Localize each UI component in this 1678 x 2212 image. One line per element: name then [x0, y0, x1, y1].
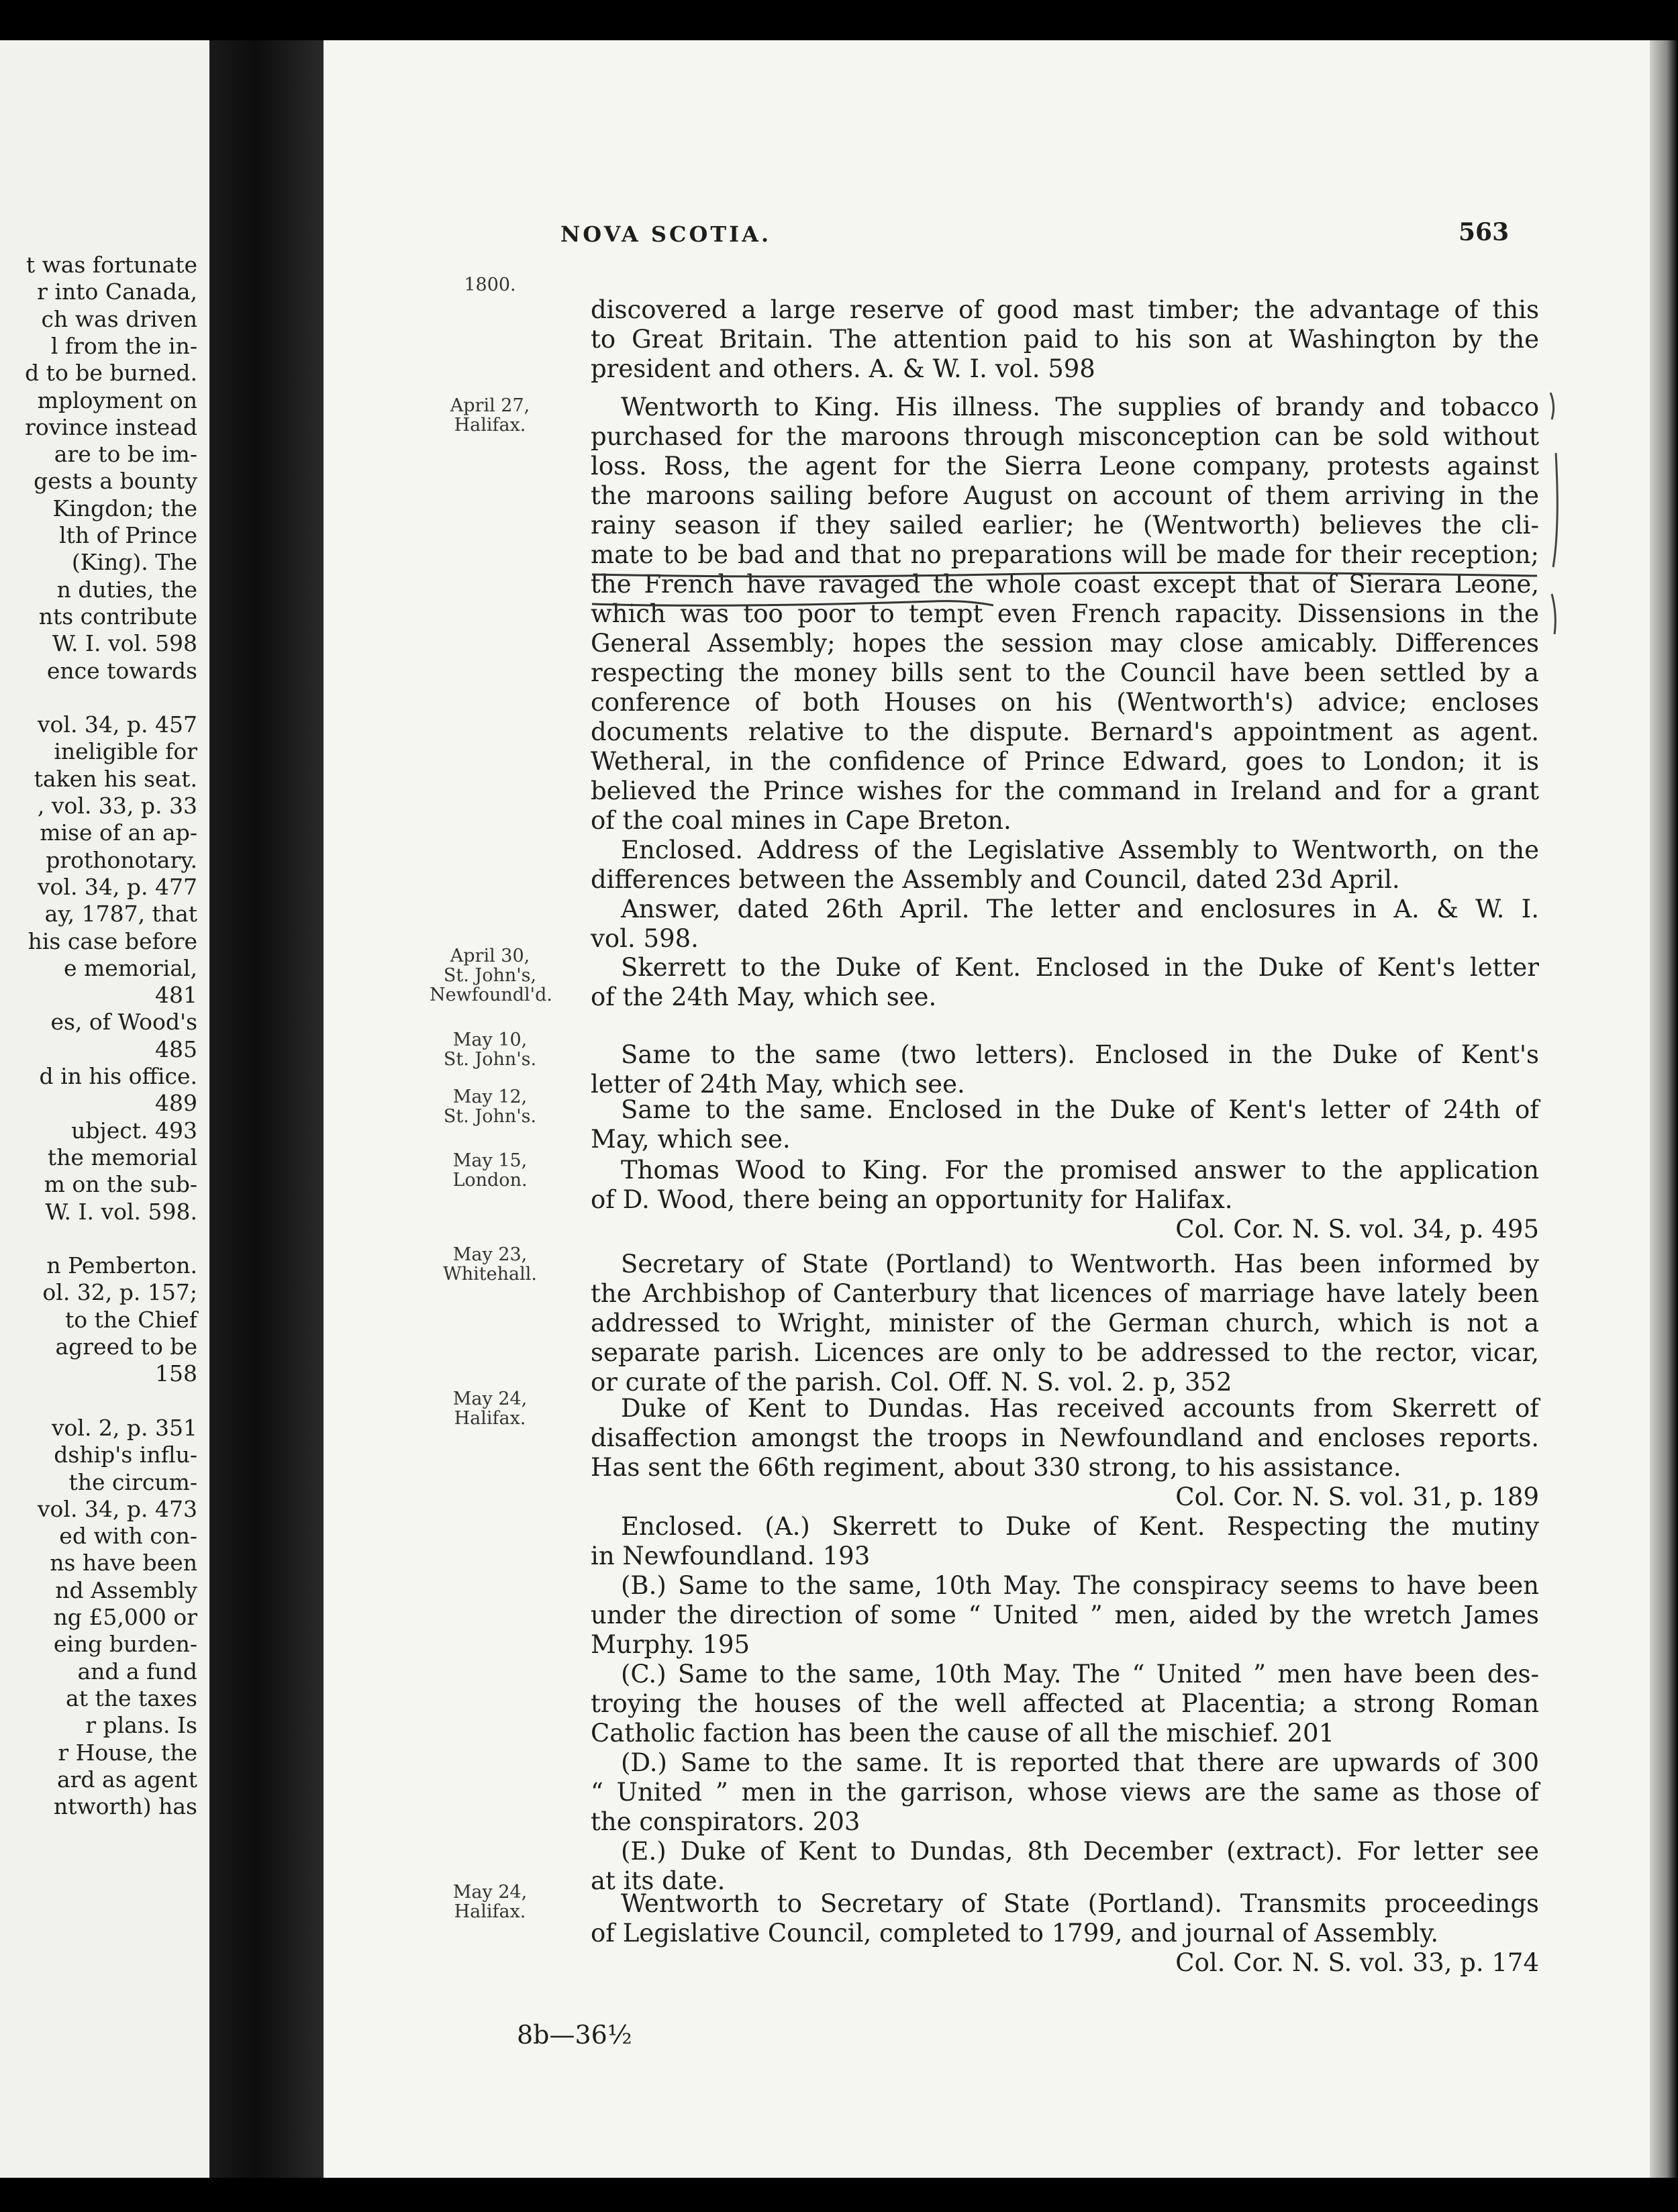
body-line: which was too poor to tempt even French rapacity. Dissensions in the: [591, 599, 1539, 628]
facing-page-line: and a fund: [77, 1658, 197, 1685]
body-line: at its date.: [591, 1866, 726, 1895]
body-line: the conspirators. 203: [591, 1807, 860, 1836]
margin-note-line: April 30,: [450, 946, 530, 966]
margin-note-line: St. John's.: [443, 1049, 537, 1070]
margin-note-may24b: [430, 1882, 550, 1921]
facing-page-line: eing burden-: [53, 1631, 197, 1658]
facing-page-line: prothonotary.: [46, 846, 197, 873]
margin-note-line: Halifax.: [454, 1901, 526, 1922]
body-line: of D. Wood, there being an opportunity for Halifax.: [591, 1185, 1233, 1214]
body-line: conference of both Houses on his (Wentworth's) advice; encloses: [591, 688, 1539, 717]
page-number: 563: [1459, 218, 1510, 246]
facing-page-line: lth of Prince: [59, 522, 197, 548]
facing-page-line: are to be im-: [54, 441, 197, 468]
facing-page-line: ay, 1787, that: [44, 901, 197, 927]
facing-page-line: 481: [155, 982, 197, 1009]
facing-page-line: m on the sub-: [44, 1171, 197, 1198]
facing-page-line: ineligible for: [54, 738, 197, 765]
body-line: (D.) Same to the same. It is reported that there are upwards of 300: [621, 1748, 1539, 1777]
facing-page-line: n Pemberton.: [46, 1252, 197, 1279]
facing-page-line: ed with con-: [59, 1523, 197, 1550]
running-head: NOVA SCOTIA.: [560, 221, 772, 247]
body-line: Col. Cor. N. S. vol. 33, p. 174: [1175, 1948, 1539, 1977]
body-line: Same to the same. Enclosed in the Duke of Kent's letter of 24th of: [621, 1095, 1539, 1124]
facing-page-line: ns have been: [50, 1550, 197, 1576]
facing-page-line: W. I. vol. 598.: [45, 1198, 197, 1225]
body-line: Wentworth to King. His illness. The supplies of brandy and tobacco: [621, 393, 1539, 421]
facing-page-line: vol. 2, p. 351: [51, 1414, 197, 1441]
margin-note-may24a: [430, 1389, 550, 1428]
margin-note-line: Halifax.: [454, 415, 526, 436]
body-line: General Assembly; hopes the session may close amicably. Differences: [591, 629, 1539, 658]
facing-page-line: ard as agent: [56, 1766, 197, 1793]
margin-note-apr27: [430, 396, 550, 435]
body-line: rainy season if they sailed earlier; he (Wentworth) believes the cli-: [591, 511, 1539, 540]
body-line: Col. Cor. N. S. vol. 31, p. 189: [1175, 1482, 1539, 1511]
body-line: Enclosed. (A.) Skerrett to Duke of Kent. Respecting the mutiny: [621, 1512, 1539, 1541]
body-line: or curate of the parish. Col. Off. N. S. vol. 2. p, 352: [591, 1368, 1232, 1397]
facing-page-line: at the taxes: [66, 1685, 197, 1711]
facing-page-line: ubject. 493: [71, 1117, 197, 1144]
body-line: mate to be bad and that no preparations will be made for their reception;: [591, 540, 1539, 569]
body-line: purchased for the maroons through misconception can be sold without: [591, 422, 1539, 451]
facing-page-line: 489: [155, 1090, 197, 1117]
facing-page-line: nts contribute: [38, 603, 197, 630]
body-line: Wentworth to Secretary of State (Portland). Transmits proceedings: [621, 1889, 1539, 1918]
facing-page-line: W. I. vol. 598: [52, 630, 197, 657]
margin-note-line: May 23,: [452, 1244, 528, 1265]
body-line: of the coal mines in Cape Breton.: [591, 806, 1011, 835]
body-line: Enclosed. Address of the Legislative Assembly to Wentworth, on the: [621, 836, 1539, 864]
facing-page-line: d in his office.: [39, 1063, 197, 1089]
margin-note-apr30: [430, 946, 550, 1005]
margin-note-line: St. John's,: [443, 965, 537, 986]
body-line: addressed to Wright, minister of the German church, which is not a: [591, 1309, 1539, 1338]
margin-note-line: Newfoundl'd.: [430, 985, 552, 1005]
facing-page-line: Kingdon; the: [52, 495, 197, 521]
body-line: vol. 598.: [591, 924, 699, 953]
body-line: respecting the money bills sent to the Council have been settled by a: [591, 658, 1539, 687]
body-line: May, which see.: [591, 1125, 791, 1154]
body-line: Catholic faction has been the cause of all the mischief. 201: [591, 1719, 1335, 1748]
facing-page-line: vol. 34, p. 457: [37, 711, 197, 738]
signature-mark: 8b—36½: [517, 2020, 632, 2050]
facing-page-line: r into Canada,: [37, 279, 197, 305]
margin-note-line: May 24,: [452, 1389, 528, 1409]
facing-page-line: ch was driven: [41, 305, 197, 332]
margin-note-may12: [430, 1087, 550, 1126]
body-line: the French have ravaged the whole coast except that of Sierara Leone,: [591, 570, 1539, 599]
margin-note-line: Whitehall.: [443, 1264, 537, 1285]
margin-note-line: May 12,: [452, 1087, 528, 1107]
facing-page-line: his case before: [28, 927, 197, 954]
body-line: letter of 24th May, which see.: [591, 1070, 965, 1099]
facing-page-line: t was fortunate: [26, 252, 197, 278]
facing-page-line: ntworth) has: [53, 1793, 197, 1820]
body-line: in Newfoundland. 193: [591, 1542, 871, 1570]
facing-page-line: r House, the: [58, 1739, 197, 1766]
facing-page-line: vol. 34, p. 477: [37, 873, 197, 900]
body-line: Secretary of State (Portland) to Wentworth. Has been informed by: [621, 1250, 1539, 1278]
facing-page-line: e memorial,: [63, 954, 197, 981]
facing-page-line: ence towards: [46, 657, 197, 684]
body-line: believed the Prince wishes for the command in Ireland and for a grant: [591, 776, 1539, 805]
body-line: Answer, dated 26th April. The letter and enclosures in A. & W. I.: [621, 895, 1539, 923]
body-line: Has sent the 66th regiment, about 330 strong, to his assistance.: [591, 1453, 1401, 1482]
margin-note-line: May 15,: [452, 1150, 528, 1171]
body-line: Col. Cor. N. S. vol. 34, p. 495: [1175, 1215, 1539, 1244]
body-line: differences between the Assembly and Council, dated 23d April.: [591, 865, 1400, 894]
margin-note-line: St. John's.: [443, 1106, 537, 1127]
body-line: “ United ” men in the garrison, whose views are the same as those of: [591, 1778, 1539, 1807]
facing-page-line: (King). The: [71, 549, 197, 576]
pencil-underline-mark: [591, 570, 1544, 624]
body-line: separate parish. Licences are only to be addressed to the rector, vicar,: [591, 1338, 1539, 1367]
margin-note-may15: [430, 1151, 550, 1190]
facing-page-line: gests a bounty: [34, 468, 197, 495]
facing-page-line: nd Assembly: [55, 1576, 197, 1603]
facing-page-line: dship's influ-: [54, 1442, 197, 1468]
facing-page-line: the circum-: [68, 1468, 197, 1495]
facing-page-line: vol. 34, p. 473: [37, 1495, 197, 1522]
margin-note-may10: [430, 1030, 550, 1069]
facing-page-line: es, of Wood's: [50, 1009, 197, 1036]
margin-note-line: May 10,: [452, 1029, 528, 1050]
margin-note-may23: [430, 1245, 550, 1284]
facing-page-line: taken his seat.: [34, 765, 197, 792]
margin-note-line: April 27,: [450, 395, 530, 416]
facing-page-line: to the Chief: [65, 1306, 197, 1333]
body-line: Skerrett to the Duke of Kent. Enclosed in the Duke of Kent's letter: [621, 953, 1539, 982]
page-gutter: [209, 40, 324, 2178]
margin-note-year: 1800.: [464, 274, 516, 295]
body-line: documents relative to the dispute. Bernard's appointment as agent.: [591, 717, 1539, 746]
facing-page-line: l from the in-: [50, 332, 197, 359]
body-line: Murphy. 195: [591, 1630, 750, 1659]
facing-page-line: n duties, the: [56, 576, 197, 603]
body-line: (C.) Same to the same, 10th May. The “ United ” men have been des-: [621, 1660, 1539, 1689]
body-line: Thomas Wood to King. For the promised answer to the application: [621, 1156, 1539, 1185]
facing-page-line: r plans. Is: [85, 1712, 197, 1739]
body-line: of the 24th May, which see.: [591, 983, 937, 1011]
facing-page-line: rovince instead: [25, 413, 197, 440]
margin-note-line: May 24,: [452, 1882, 528, 1903]
page-edge: [1650, 40, 1678, 2178]
body-line: president and others. A. & W. I. vol. 598: [591, 354, 1095, 383]
facing-page-line: the memorial: [47, 1144, 197, 1170]
facing-page-line: , vol. 33, p. 33: [37, 793, 197, 819]
body-line: Duke of Kent to Dundas. Has received accounts from Skerrett of: [621, 1394, 1539, 1423]
body-line: under the direction of some “ United ” men, aided by the wretch James: [591, 1601, 1539, 1629]
facing-page-line: agreed to be: [55, 1334, 197, 1360]
facing-page-line: d to be burned.: [25, 360, 197, 387]
body-line: the maroons sailing before August on account of them arriving in the: [591, 481, 1539, 510]
body-line: Same to the same (two letters). Enclosed in the Duke of Kent's: [621, 1040, 1539, 1069]
body-line: (E.) Duke of Kent to Dundas, 8th December (extract). For letter see: [621, 1837, 1539, 1866]
facing-page-line: mployment on: [37, 387, 197, 413]
body-line: the Archbishop of Canterbury that licences of marriage have lately been: [591, 1279, 1539, 1308]
body-line: loss. Ross, the agent for the Sierra Leone company, protests against: [591, 452, 1539, 481]
facing-page-line: ng £5,000 or: [53, 1604, 197, 1630]
facing-page-line: 158: [155, 1360, 197, 1387]
margin-note-line: Halifax.: [454, 1408, 526, 1429]
facing-page-line: ol. 32, p. 157;: [42, 1279, 197, 1306]
body-line: troying the houses of the well affected at Placentia; a strong Roman: [591, 1689, 1539, 1718]
body-line: of Legislative Council, completed to 1799, and journal of Assembly.: [591, 1919, 1439, 1948]
facing-page-fragment: [0, 40, 209, 2178]
body-line: disaffection amongst the troops in Newfoundland and encloses reports.: [591, 1423, 1539, 1452]
facing-page-line: mise of an ap-: [40, 819, 197, 846]
body-line: to Great Britain. The attention paid to his son at Washington by the: [591, 325, 1539, 354]
margin-note-line: London.: [452, 1170, 528, 1191]
body-line: discovered a large reserve of good mast timber; the advantage of this: [591, 295, 1539, 324]
facing-page-line: 485: [155, 1036, 197, 1062]
body-line: (B.) Same to the same, 10th May. The conspiracy seems to have been: [621, 1571, 1539, 1600]
body-line: Wetheral, in the confidence of Prince Edward, goes to London; it is: [591, 747, 1539, 776]
